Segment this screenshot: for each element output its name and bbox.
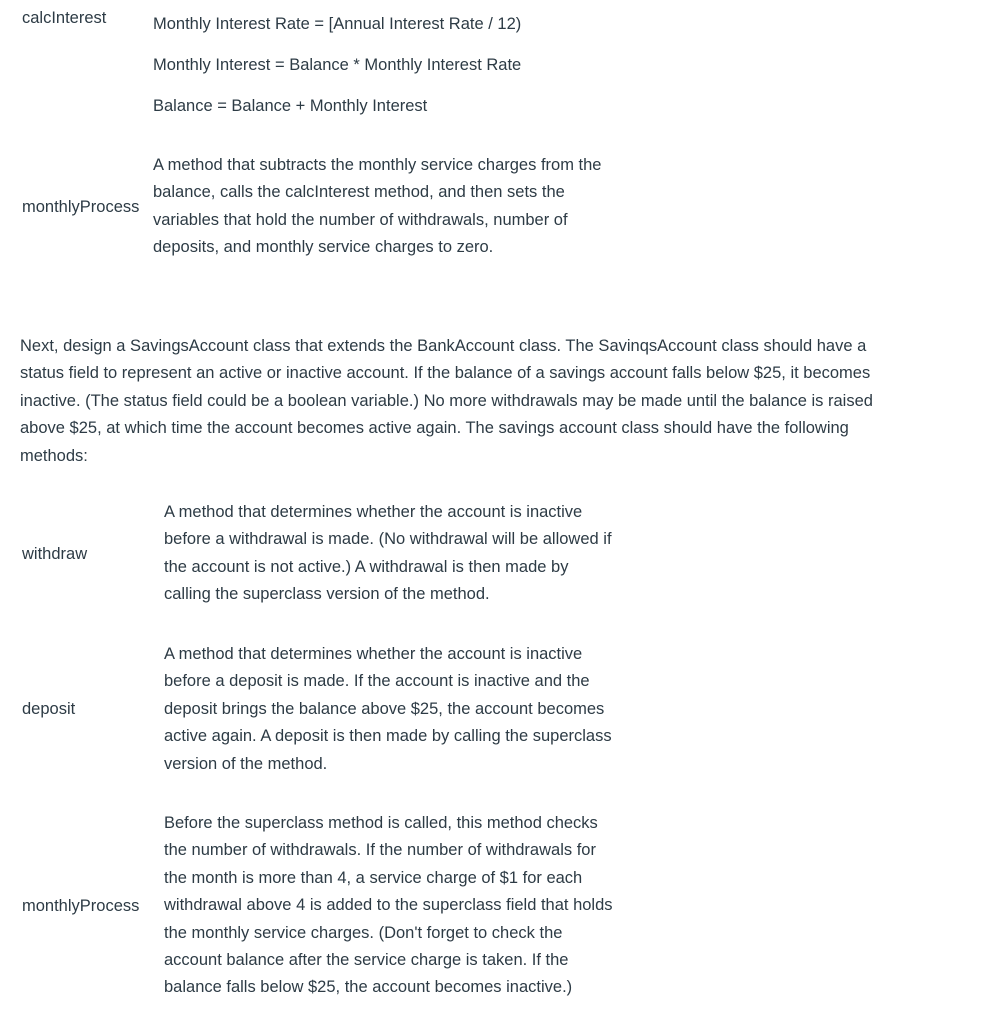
description-line: balance, calls the calcInterest method, and then sets the xyxy=(153,183,565,202)
description-line: the month is more than 4, a service charge of $1 for each xyxy=(164,868,583,887)
description-line: before a withdrawal is made. (No withdrawal will be allowed if xyxy=(164,530,612,549)
description-line: deposits, and monthly service charges to zero. xyxy=(153,238,494,257)
description-line: account balance after the service charge is taken. If the xyxy=(164,951,569,970)
method-name-calcinterest: calcInterest xyxy=(22,9,107,27)
description-line: A method that determines whether the account is inactive xyxy=(164,503,583,521)
description-line: calling the superclass version of the method. xyxy=(164,585,490,604)
formula-line: Monthly Interest = Balance * Monthly Interest Rate xyxy=(153,56,522,74)
description-line: the number of withdrawals. If the number of withdrawals for xyxy=(164,841,596,860)
method-description xyxy=(164,499,612,609)
intro-paragraph xyxy=(20,333,964,470)
paragraph-line: status field to represent an active or inactive account. If the balance of a savings account falls below $25, it becomes xyxy=(20,364,871,383)
description-line: A method that subtracts the monthly service charges from the xyxy=(153,156,602,174)
description-line: before a deposit is made. If the account is inactive and the xyxy=(164,672,590,691)
description-line: variables that hold the number of withdrawals, number of xyxy=(153,210,568,229)
method-name-withdraw: withdraw xyxy=(22,545,88,563)
description-line: active again. A deposit is then made by calling the superclass xyxy=(164,727,612,746)
description-line: the monthly service charges. (Don't forget to check the xyxy=(164,923,563,942)
paragraph-line: Next, design a SavingsAccount class that extends the BankAccount class. The SavinqsAccount class should have a xyxy=(20,337,867,355)
description-line: deposit brings the balance above $25, the account becomes xyxy=(164,699,605,718)
method-description xyxy=(164,810,613,1002)
method-name-deposit: deposit xyxy=(22,700,76,718)
description-line: version of the method. xyxy=(164,754,328,773)
description-line: balance falls below $25, the account becomes inactive.) xyxy=(164,978,573,997)
paragraph-line: methods: xyxy=(20,446,88,465)
paragraph-line: above $25, at which time the account becomes active again. The savings account class should have the following xyxy=(20,419,849,438)
method-description xyxy=(164,641,612,778)
description-line: Before the superclass method is called, this method checks xyxy=(164,814,598,832)
method-name-monthlyprocess: monthlyProcess xyxy=(22,198,140,216)
formula-line: Balance = Balance + Monthly Interest xyxy=(153,97,428,115)
description-line: the account is not active.) A withdrawal is then made by xyxy=(164,557,569,576)
paragraph-line: inactive. (The status field could be a boolean variable.) No more withdrawals may be made until the balance is raised xyxy=(20,391,873,410)
description-line: withdrawal above 4 is added to the superclass field that holds xyxy=(164,896,613,915)
method-description xyxy=(153,152,601,262)
description-line: A method that determines whether the account is inactive xyxy=(164,645,583,663)
method-name-monthlyprocess: monthlyProcess xyxy=(22,897,140,915)
formula-line: Monthly Interest Rate = [Annual Interest Rate / 12) xyxy=(153,15,522,33)
